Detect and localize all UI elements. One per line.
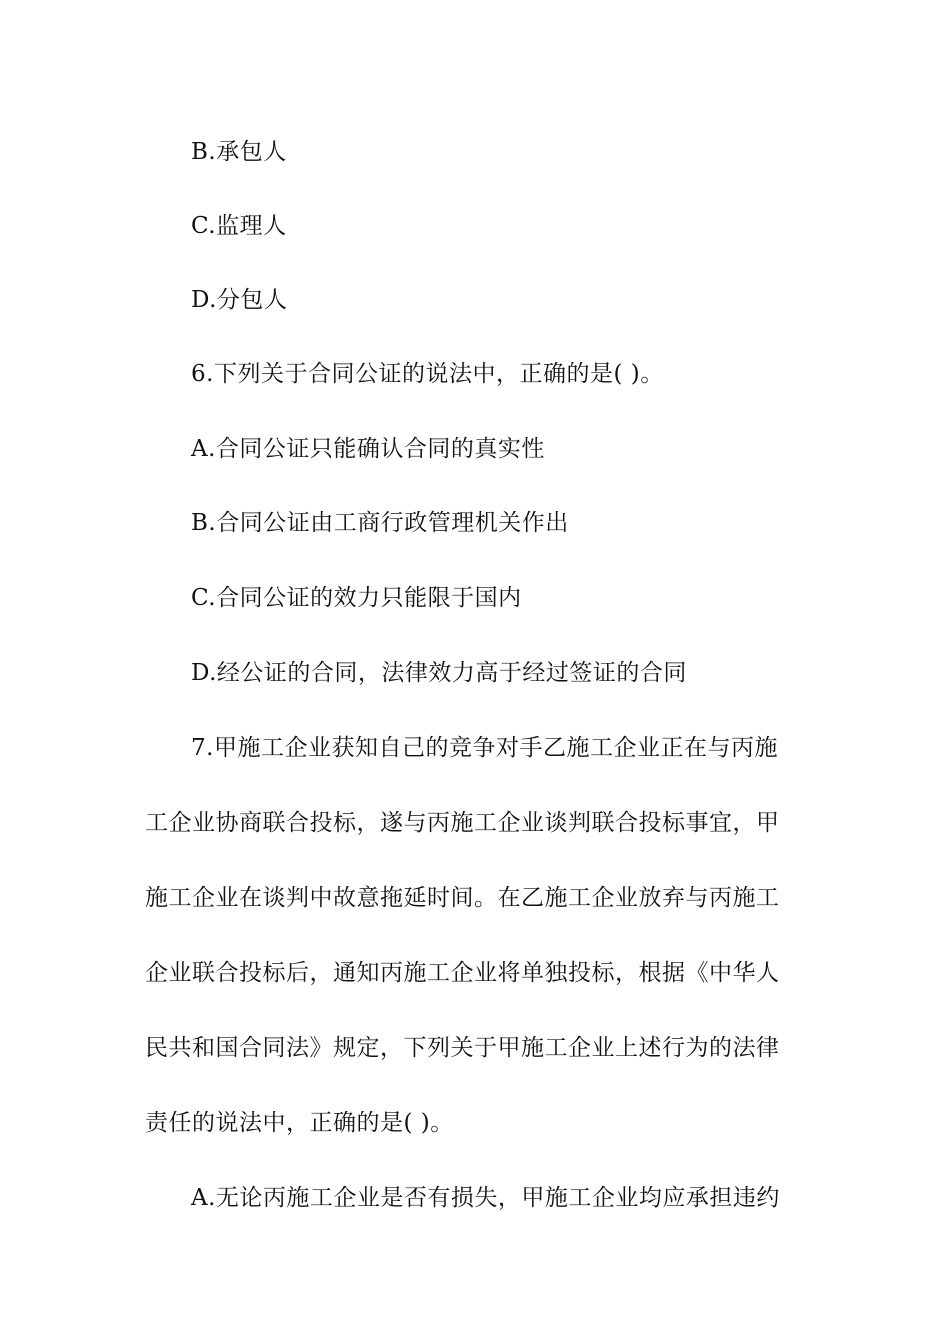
q7-stem-line: 施工企业在谈判中故意拖延时间。在乙施工企业放弃与丙施工: [145, 885, 780, 911]
q7-option-a: A.无论丙施工企业是否有损失，甲施工企业均应承担违约: [191, 1185, 780, 1211]
q7-stem-line: 责任的说法中，正确的是( )。: [145, 1110, 454, 1136]
q5-option-d: D.分包人: [191, 287, 288, 313]
q6-option-d: D.经公证的合同，法律效力高于经过签证的合同: [191, 660, 687, 686]
q7-stem-line: 7.甲施工企业获知自己的竞争对手乙施工企业正在与丙施: [191, 735, 778, 761]
q7-stem-line: 工企业协商联合投标，遂与丙施工企业谈判联合投标事宜，甲: [145, 810, 780, 836]
q6-stem: 6.下列关于合同公证的说法中，正确的是( )。: [191, 361, 664, 387]
q6-option-b: B.合同公证由工商行政管理机关作出: [191, 510, 569, 536]
q5-option-b: B.承包人: [191, 139, 287, 165]
q6-option-c: C.合同公证的效力只能限于国内: [191, 585, 522, 611]
q7-stem-line: 民共和国合同法》规定，下列关于甲施工企业上述行为的法律: [145, 1035, 780, 1061]
q6-option-a: A.合同公证只能确认合同的真实性: [191, 436, 545, 462]
q7-stem-line: 企业联合投标后，通知丙施工企业将单独投标，根据《中华人: [145, 960, 780, 986]
q5-option-c: C.监理人: [191, 213, 287, 239]
